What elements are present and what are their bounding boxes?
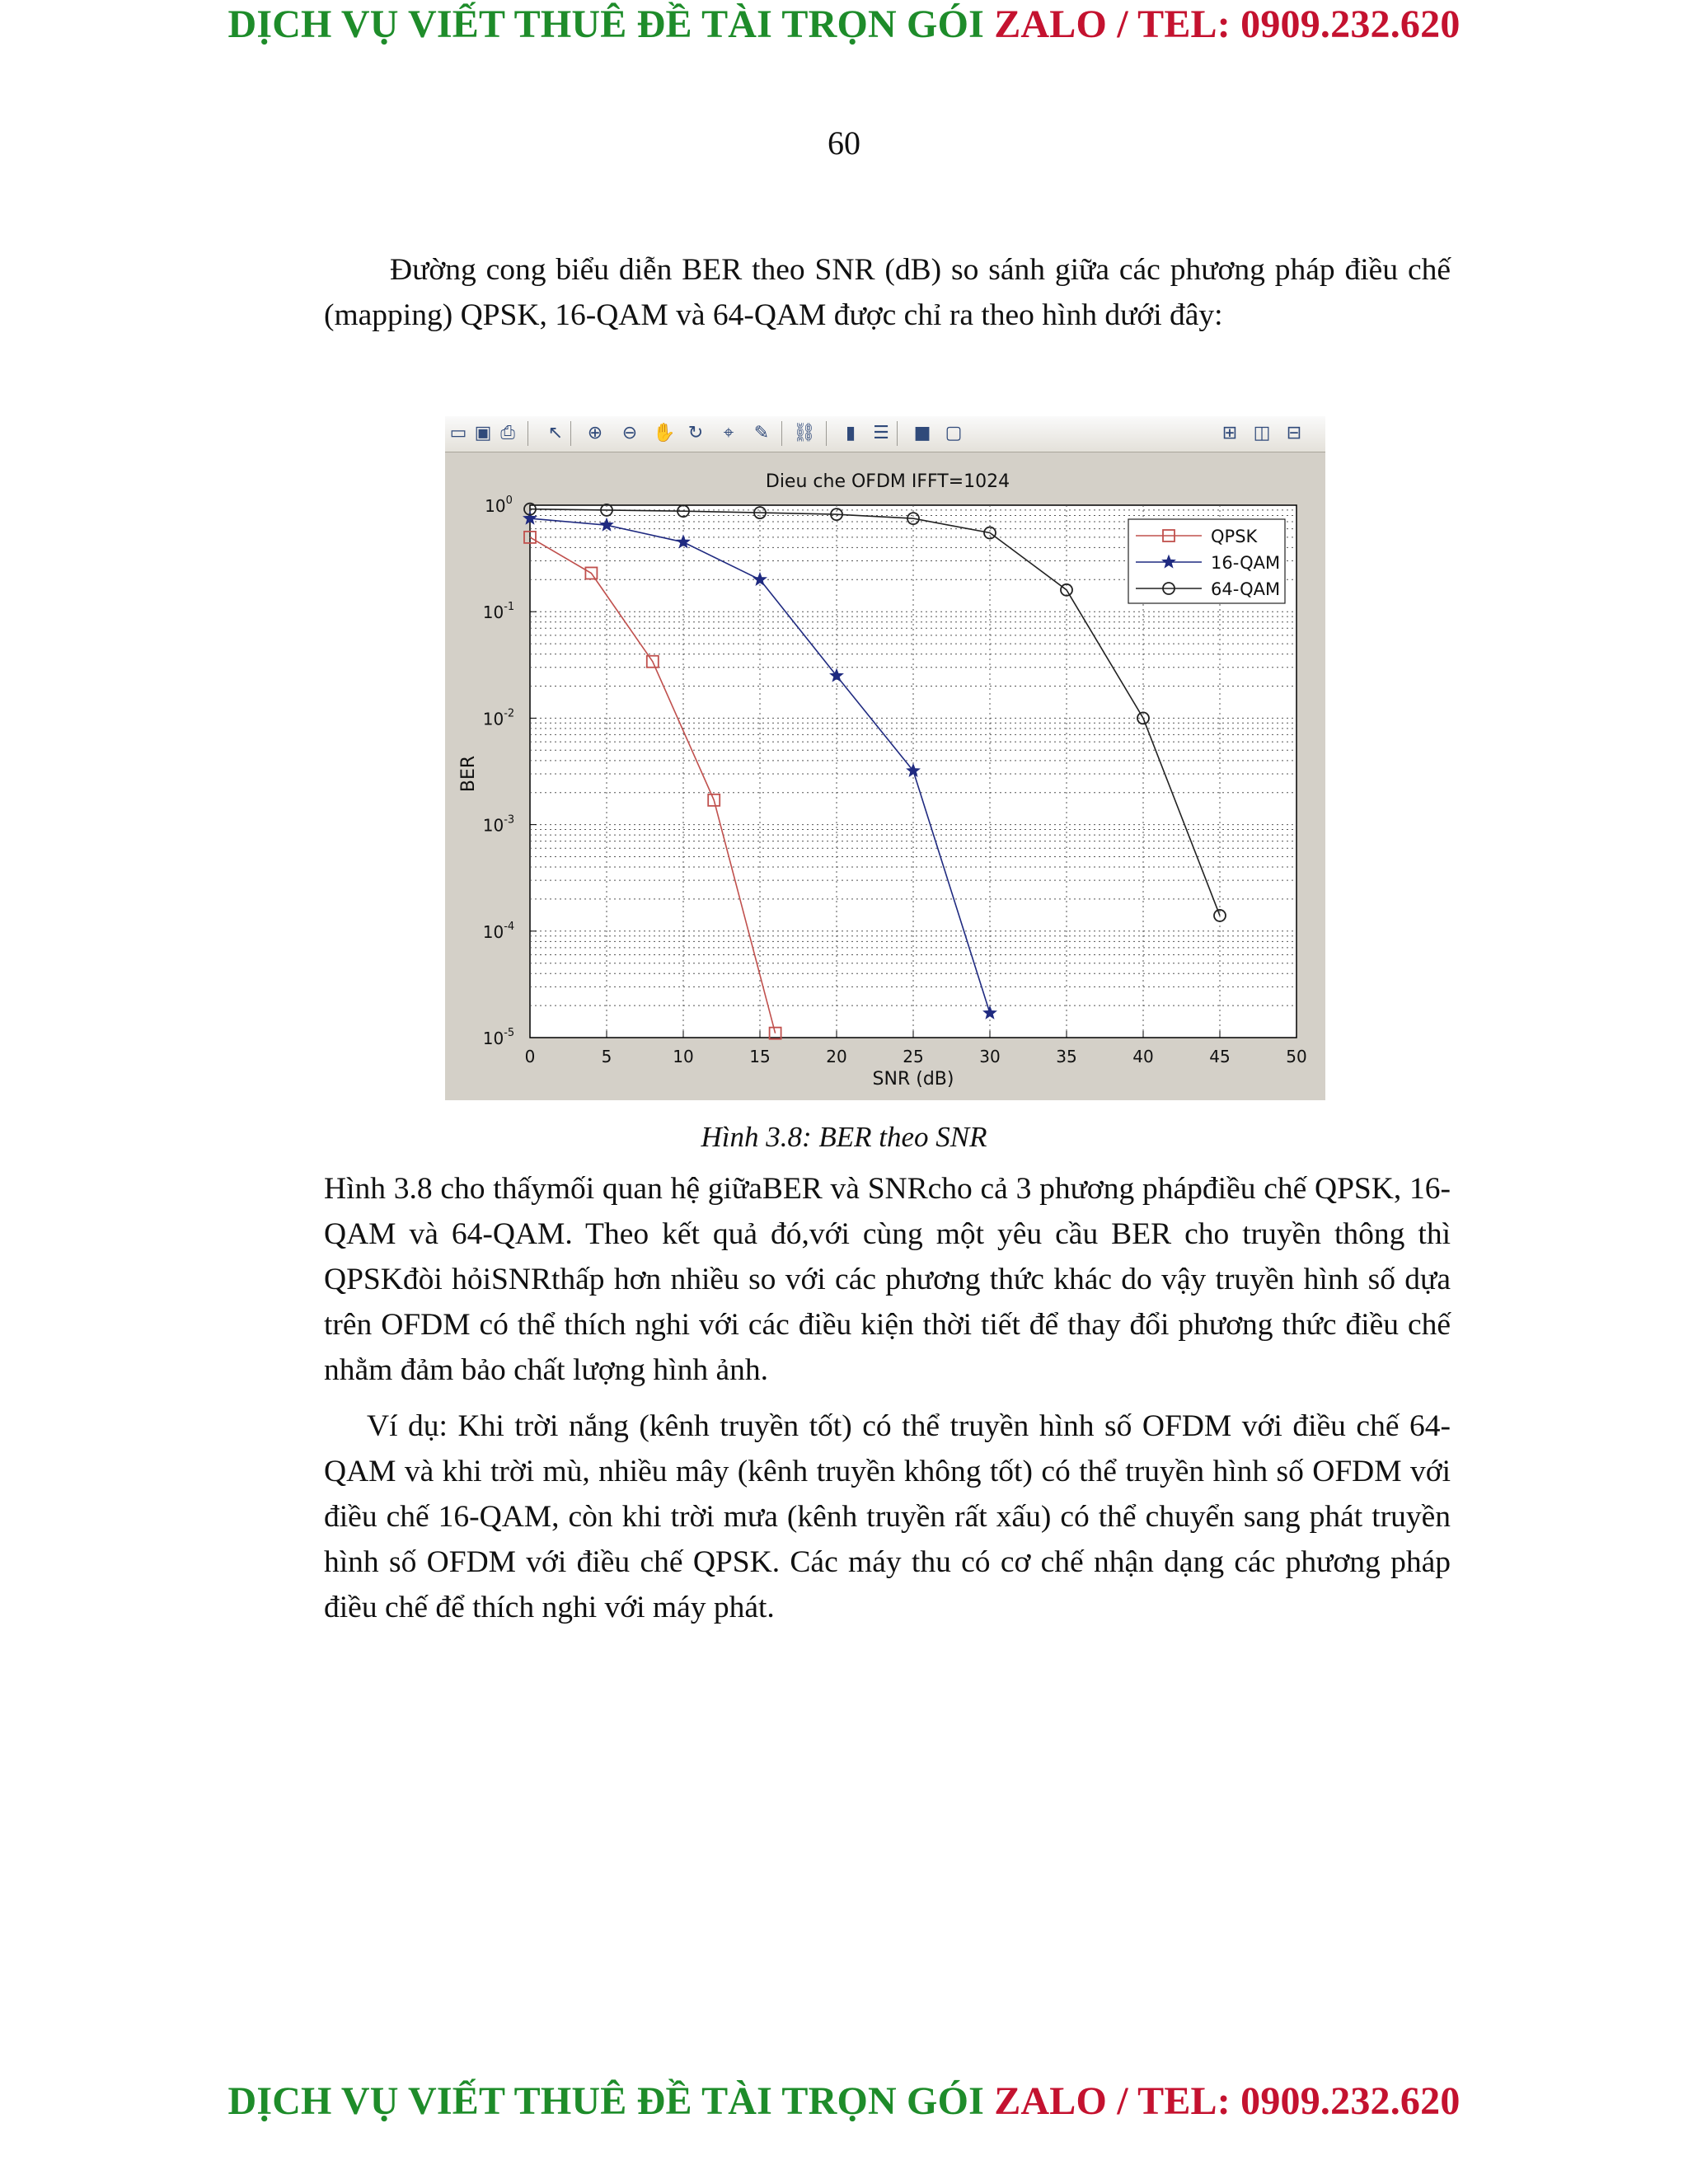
x-tick-label: 30 bbox=[979, 1047, 1001, 1066]
chart-legend bbox=[1128, 519, 1285, 603]
analysis-paragraph: Hình 3.8 cho thấymối quan hệ giữaBER và SNRcho cả 3 phương phápđiều chế QPSK, 16-QAM và 64-QAM. Theo kết quả đó,với cùng một yêu cầu BER cho truyền thông thì QPSKđòi hỏiSNRthấp hơn nhiều so với các phương thức khác do vậy truyền hình số dựa trên OFDM có thể thích nghi với các điều kiện thời tiết để thay đổi phương thức điều chế nhằm đảm bảo chất lượng hình ảnh. bbox=[324, 1172, 1451, 1387]
y-tick-label: $10^{-2}$ bbox=[482, 707, 515, 729]
show-plot-tools-icon[interactable]: ▢ bbox=[945, 423, 963, 443]
x-tick-label: 20 bbox=[826, 1047, 847, 1066]
ber-snr-chart bbox=[445, 452, 1325, 1100]
link-icon[interactable]: ⛓ bbox=[793, 423, 816, 443]
x-tick-label: 40 bbox=[1132, 1047, 1154, 1066]
data-cursor-icon[interactable]: ⌖ bbox=[723, 423, 734, 443]
y-axis-ticks bbox=[483, 494, 537, 1048]
x-tick-label: 25 bbox=[903, 1047, 924, 1066]
figure-caption: Hình 3.8: BER theo SNR bbox=[701, 1121, 987, 1153]
chart-title: Dieu che OFDM IFFT=1024 bbox=[765, 471, 1010, 492]
pointer-icon[interactable]: ↖ bbox=[547, 423, 564, 443]
banner-service-text: DỊCH VỤ VIẾT THUÊ ĐỀ TÀI TRỌN GÓI bbox=[227, 2, 995, 46]
banner-service-text: DỊCH VỤ VIẾT THUÊ ĐỀ TÀI TRỌN GÓI bbox=[227, 2079, 995, 2123]
toolbar-separator bbox=[781, 421, 782, 446]
print-icon[interactable]: ⎙ bbox=[500, 423, 515, 443]
tile-icon[interactable]: ⊞ bbox=[1221, 423, 1238, 443]
x-tick-label: 45 bbox=[1209, 1047, 1231, 1066]
intro-paragraph: Đường cong biểu diễn BER theo SNR (dB) so sánh giữa các phương pháp điều chế (mapping) QPSK, 16-QAM và 64-QAM được chỉ ra theo hình dưới đây: bbox=[324, 253, 1451, 332]
legend-icon[interactable]: ☰ bbox=[873, 423, 889, 443]
x-axis-label: SNR (dB) bbox=[872, 1069, 954, 1090]
y-tick-label: $10^{-5}$ bbox=[482, 1027, 515, 1048]
y-tick-label: $10^0$ bbox=[485, 494, 513, 516]
example-paragraph: Ví dụ: Khi trời nắng (kênh truyền tốt) có thể truyền hình số OFDM với điều chế 64-QAM và khi trời mù, nhiều mây (kênh truyền không tốt) có thể truyền hình số OFDM với điều chế 16-QAM, còn khi trời mưa (kênh truyền rất xấu) có thể chuyển sang phát truyền hình số OFDM với điều chế QPSK. Các máy thu có cơ chế nhận dạng các phương pháp điều chế để thích nghi với máy phát. bbox=[324, 1409, 1451, 1624]
x-tick-label: 0 bbox=[524, 1047, 536, 1066]
pan-icon[interactable]: ✋ bbox=[653, 423, 676, 443]
header-banner bbox=[0, 2, 1688, 47]
toolbar-separator bbox=[897, 421, 898, 446]
split-vertical-icon[interactable]: ◫ bbox=[1253, 423, 1271, 443]
save-icon[interactable]: ▣ bbox=[474, 423, 492, 443]
rotate-3d-icon[interactable]: ↻ bbox=[687, 423, 704, 443]
x-tick-label: 35 bbox=[1056, 1047, 1077, 1066]
y-axis-label: BER bbox=[458, 755, 479, 793]
x-tick-label: 15 bbox=[749, 1047, 771, 1066]
x-tick-label: 50 bbox=[1286, 1047, 1307, 1066]
hide-plot-tools-icon[interactable]: ■ bbox=[913, 423, 931, 443]
new-figure-icon[interactable]: ▭ bbox=[449, 423, 467, 443]
y-tick-label: $10^{-3}$ bbox=[482, 813, 515, 836]
x-tick-label: 10 bbox=[673, 1047, 694, 1066]
toolbar-separator bbox=[826, 421, 827, 446]
y-tick-label: $10^{-1}$ bbox=[482, 601, 515, 623]
toolbar-separator bbox=[570, 421, 571, 446]
footer-banner bbox=[0, 2079, 1688, 2124]
page-number: 60 bbox=[828, 124, 860, 162]
figure-toolbar bbox=[445, 416, 1325, 452]
banner-contact-text: ZALO / TEL: 0909.232.620 bbox=[994, 2079, 1461, 2123]
zoom-out-icon[interactable]: ⊖ bbox=[621, 423, 638, 443]
split-horizontal-icon[interactable]: ⊟ bbox=[1286, 423, 1302, 443]
x-tick-label: 5 bbox=[601, 1047, 612, 1066]
matlab-figure-window bbox=[445, 416, 1325, 1100]
legend-label-64-qam: 64-QAM bbox=[1211, 579, 1281, 599]
banner-contact-text: ZALO / TEL: 0909.232.620 bbox=[994, 2, 1461, 46]
brush-icon[interactable]: ✎ bbox=[753, 423, 770, 443]
legend-label-qpsk: QPSK bbox=[1211, 527, 1258, 546]
y-tick-label: $10^{-4}$ bbox=[482, 920, 515, 942]
legend-label-16-qam: 16-QAM bbox=[1211, 553, 1281, 573]
colorbar-icon[interactable]: ▮ bbox=[845, 423, 856, 443]
zoom-in-icon[interactable]: ⊕ bbox=[587, 423, 603, 443]
